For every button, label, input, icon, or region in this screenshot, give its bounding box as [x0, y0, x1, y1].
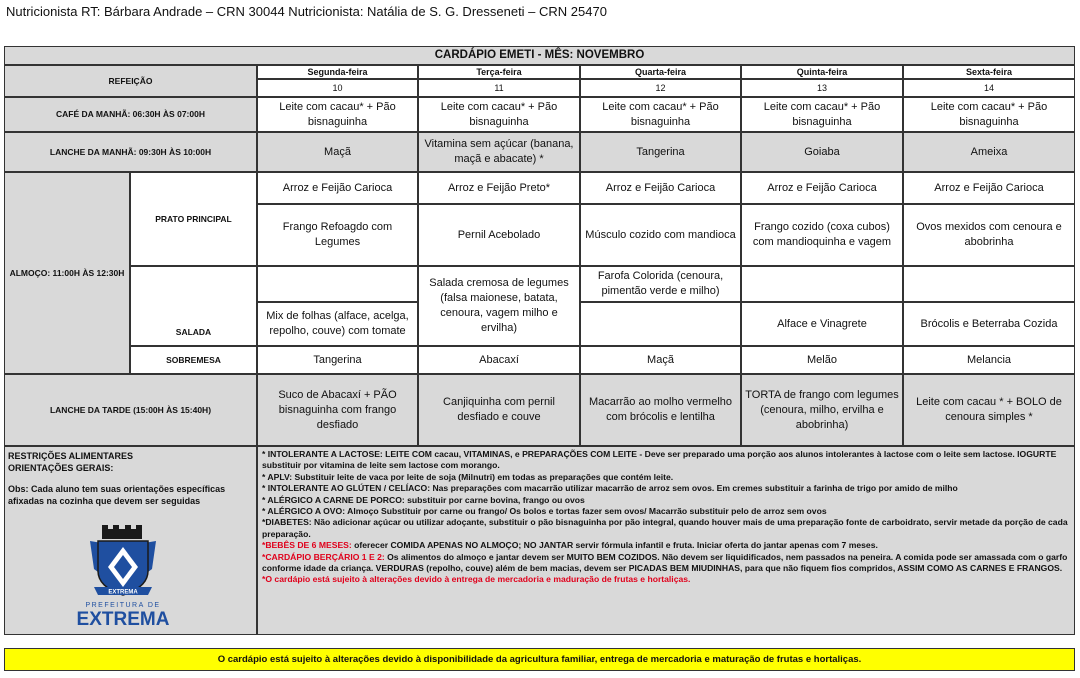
lanche-tarde-item: Macarrão ao molho vermelho com brócolis e lentilha: [580, 374, 741, 446]
almoco-main: Ovos mexidos com cenoura e abobrinha: [903, 204, 1075, 266]
almoco-extra-empty: [257, 266, 418, 302]
salada-label: SALADA: [130, 266, 257, 346]
sobremesa-label: SOBREMESA: [130, 346, 257, 374]
bercario-label: *CARDÁPIO BERÇÁRIO 1 E 2:: [262, 551, 385, 562]
day-name: Segunda-feira: [257, 65, 418, 79]
cafe-item: Leite com cacau* + Pão bisnaguinha: [741, 97, 903, 132]
bebes-line: [262, 540, 1070, 551]
logo-prefeitura-text: PREFEITURA DE: [85, 602, 161, 609]
lanche-tarde-label: LANCHE DA TARDE (15:00H ÀS 15:40H): [4, 374, 257, 446]
restricao-line: * INTOLERANTE AO GLÚTEN / CELÍACO: Nas preparações com macarrão utilizar macarrão de arroz sem ovos. Em cremes substituir a farinha de trigo por amido de milho: [262, 483, 958, 494]
lanche-tarde-item: Canjiquinha com pernil desfiado e couve: [418, 374, 580, 446]
day-date: 12: [580, 79, 741, 97]
salada-item: Mix de folhas (alface, acelga, repolho, couve) com tomate: [257, 302, 418, 346]
salada-item: Salada cremosa de legumes (falsa maionese, batata, cenoura, vagem milho e ervilha): [418, 266, 580, 346]
prato-principal-label: PRATO PRINCIPAL: [130, 172, 257, 266]
lanche-tarde-item: Suco de Abacaxí + PÃO bisnaguinha com frango desfiado: [257, 374, 418, 446]
almoco-main: Frango Refoagdo com Legumes: [257, 204, 418, 266]
almoco-extra-empty: [903, 266, 1075, 302]
sobremesa-item: Maçã: [580, 346, 741, 374]
almoco-base: Arroz e Feijão Preto*: [418, 172, 580, 204]
restricao-line: * INTOLERANTE A LACTOSE: LEITE COM cacau, VITAMINAS, e PREPARAÇÕES COM LEITE - Deve ser preparado uma porção aos alunos intolerantes à lactose com o leite sem lactose. IOGURTE substituir por vitamina de leite sem lactose com morango.: [262, 449, 1057, 471]
restricao-line: *DIABETES: Não adicionar açúcar ou utilizar adoçante, substituir o pão bisnaguinha por pão integral, quando houver mais de uma preparação fonte de carboidrato, servir metade da porção de cada preparação.: [262, 517, 1068, 539]
salada-item: Alface e Vinagrete: [741, 302, 903, 346]
salada-item: Brócolis e Beterraba Cozida: [903, 302, 1075, 346]
almoco-extra: Farofa Colorida (cenoura, pimentão verde e milho): [580, 266, 741, 302]
restricao-line: * ALÉRGICO A CARNE DE PORCO: substituir por carne bovina, frango ou ovos: [262, 494, 585, 505]
cafe-item: Leite com cacau* + Pão bisnaguinha: [580, 97, 741, 132]
restricao-line: * APLV: Substituir leite de vaca por leite de soja (Milnutri) em todas as preparações que contém leite.: [262, 471, 674, 482]
lanche-manha-item: Maçã: [257, 132, 418, 172]
cafe-item: Leite com cacau* + Pão bisnaguinha: [257, 97, 418, 132]
lanche-manha-item: Tangerina: [580, 132, 741, 172]
bercario-text: Os alimentos do almoço e jantar devem ser MUITO BEM COZIDOS. Não devem ser liquidificados, nem passados na peneira. A comida pode ser amassada com o garfo conforme idade da criança. VERDURAS (repolho, couve) além de bem macias, devem ser PICADAS BEM MIUDINHAS, para que não fiquem fios compridos, ASSIM COMO AS CARNES E FRANGOS.: [262, 551, 1068, 574]
orientacoes-title: ORIENTAÇÕES GERAIS:: [8, 463, 114, 473]
nutritionists-header: Nutricionista RT: Bárbara Andrade – CRN 30044 Nutricionista: Natália de S. G. Dresseneti – CRN 25470: [6, 4, 607, 19]
day-date: 11: [418, 79, 580, 97]
day-name: Sexta-feira: [903, 65, 1075, 79]
lanche-manha-item: Goiaba: [741, 132, 903, 172]
restricao-line: * ALÉRGICO A OVO: Almoço Substituir por carne ou frango/ Os bolos e tortas fazer sem ovos/ Macarrão substituir pelo de arroz sem ovos: [262, 506, 827, 517]
refeicao-header: REFEIÇÃO: [4, 65, 257, 97]
almoco-base: Arroz e Feijão Carioca: [741, 172, 903, 204]
menu-title: CARDÁPIO EMETI - MÊS: NOVEMBRO: [4, 46, 1075, 65]
restricoes-details: [257, 446, 1075, 635]
almoco-base: Arroz e Feijão Carioca: [580, 172, 741, 204]
aviso-line: *O cardápio está sujeito à alterações devido à entrega de mercadoria e maduração de frutas e hortaliças.: [262, 574, 691, 585]
almoco-base: Arroz e Feijão Carioca: [903, 172, 1075, 204]
lanche-tarde-item: TORTA de frango com legumes (cenoura, milho, ervilha e abobrinha): [741, 374, 903, 446]
day-date: 13: [741, 79, 903, 97]
lanche-manha-item: Vitamina sem açúcar (banana, maçã e abacate) *: [418, 132, 580, 172]
cafe-item: Leite com cacau* + Pão bisnaguinha: [418, 97, 580, 132]
sobremesa-item: Abacaxí: [418, 346, 580, 374]
lanche-manha-label: LANCHE DA MANHÃ: 09:30H ÀS 10:00H: [4, 132, 257, 172]
lanche-tarde-item: Leite com cacau * + BOLO de cenoura simples *: [903, 374, 1075, 446]
day-date: 10: [257, 79, 418, 97]
almoco-label: ALMOÇO: 11:00H ÀS 12:30H: [4, 172, 130, 374]
almoco-base: Arroz e Feijão Carioca: [257, 172, 418, 204]
restricoes-title: RESTRIÇÕES ALIMENTARES: [8, 451, 134, 461]
day-name: Terça-feira: [418, 65, 580, 79]
day-name: Quinta-feira: [741, 65, 903, 79]
logo-name-text: EXTREMA: [76, 609, 170, 630]
sobremesa-item: Melancia: [903, 346, 1075, 374]
almoco-main: Frango cozido (coxa cubos) com mandioquinha e vagem: [741, 204, 903, 266]
bebes-label: *BEBÊS DE 6 MESES:: [262, 540, 352, 551]
sobremesa-item: Tangerina: [257, 346, 418, 374]
footer-notice: O cardápio está sujeito à alterações devido à disponibilidade da agricultura familiar, entrega de mercadoria e maturação de frutas e hortaliças.: [4, 648, 1075, 671]
almoco-main: Pernil Acebolado: [418, 204, 580, 266]
bebes-text: oferecer COMIDA APENAS NO ALMOÇO; NO JANTAR servir fórmula infantil e fruta. Iniciar oferta do jantar apenas com 7 meses.: [351, 540, 878, 551]
restricoes-obs: Obs: Cada aluno tem suas orientações específicas afixadas na cozinha que devem ser seguidas: [8, 484, 226, 506]
cafe-label: CAFÉ DA MANHÃ: 06:30H ÀS 07:00H: [4, 97, 257, 132]
day-name: Quarta-feira: [580, 65, 741, 79]
salada-empty: [580, 302, 741, 346]
lanche-manha-item: Ameixa: [903, 132, 1075, 172]
extrema-coat-of-arms-icon: [68, 525, 178, 635]
prefeitura-logo: [68, 525, 178, 635]
sobremesa-item: Melão: [741, 346, 903, 374]
bercario-line: [262, 552, 1070, 575]
cafe-item: Leite com cacau* + Pão bisnaguinha: [903, 97, 1075, 132]
almoco-extra-empty: [741, 266, 903, 302]
almoco-main: Músculo cozido com mandioca: [580, 204, 741, 266]
day-date: 14: [903, 79, 1075, 97]
logo-ribbon-text: EXTREMA: [108, 589, 138, 596]
